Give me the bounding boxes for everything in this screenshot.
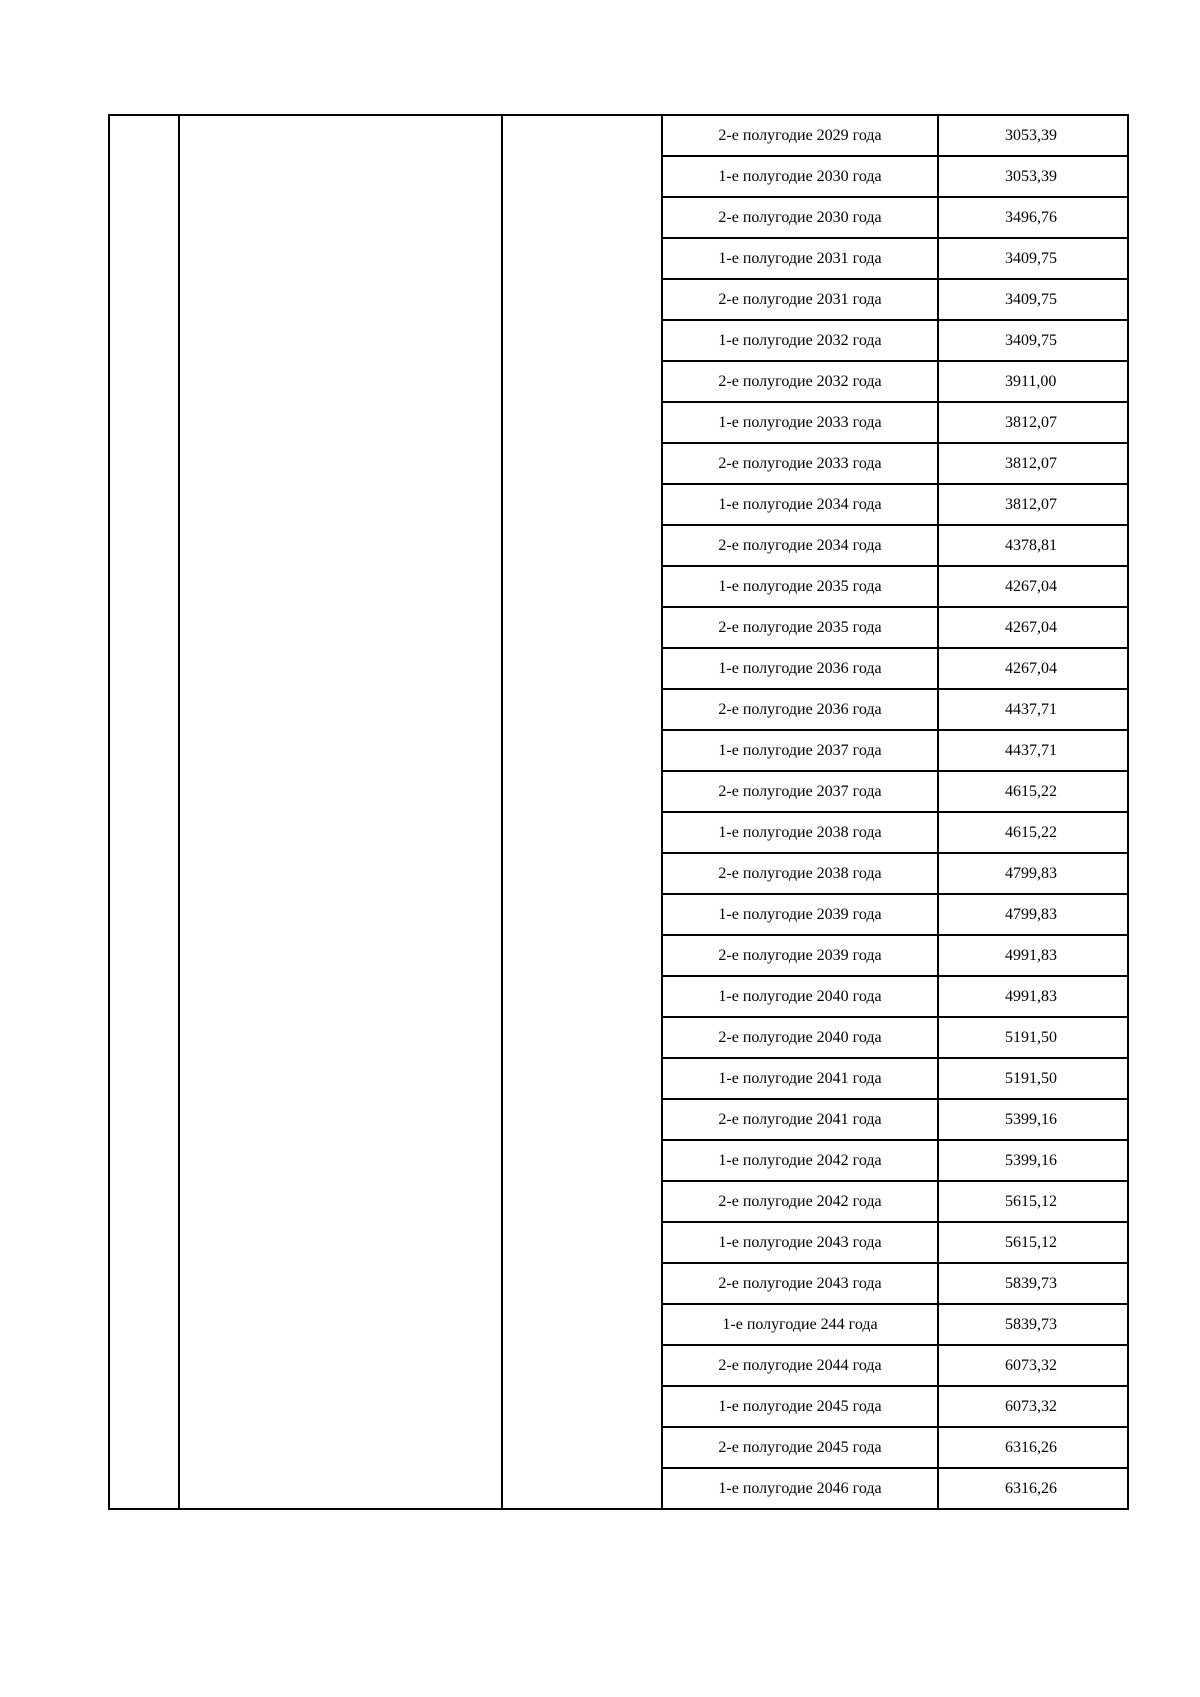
tariff-table xyxy=(108,114,1129,1510)
table-body xyxy=(109,115,1128,1509)
value-cell: 5615,12 xyxy=(938,1222,1128,1263)
period-cell: 2-е полугодие 2033 года xyxy=(662,443,938,484)
period-cell: 1-е полугодие 244 года xyxy=(662,1304,938,1345)
period-cell: 2-е полугодие 2035 года xyxy=(662,607,938,648)
period-cell: 2-е полугодие 2041 года xyxy=(662,1099,938,1140)
period-cell: 2-е полугодие 2042 года xyxy=(662,1181,938,1222)
value-cell: 5191,50 xyxy=(938,1017,1128,1058)
value-cell: 5839,73 xyxy=(938,1263,1128,1304)
period-cell: 2-е полугодие 2030 года xyxy=(662,197,938,238)
value-cell: 4437,71 xyxy=(938,689,1128,730)
value-cell: 5399,16 xyxy=(938,1140,1128,1181)
table-row xyxy=(109,115,1128,156)
period-cell: 1-е полугодие 2037 года xyxy=(662,730,938,771)
period-cell: 1-е полугодие 2034 года xyxy=(662,484,938,525)
value-cell: 3409,75 xyxy=(938,279,1128,320)
value-cell: 6073,32 xyxy=(938,1386,1128,1427)
period-cell: 1-е полугодие 2038 года xyxy=(662,812,938,853)
period-cell: 1-е полугодие 2046 года xyxy=(662,1468,938,1509)
value-cell: 3053,39 xyxy=(938,156,1128,197)
value-cell: 6316,26 xyxy=(938,1468,1128,1509)
value-cell: 5399,16 xyxy=(938,1099,1128,1140)
period-cell: 2-е полугодие 2034 года xyxy=(662,525,938,566)
period-cell: 2-е полугодие 2038 года xyxy=(662,853,938,894)
value-cell: 6316,26 xyxy=(938,1427,1128,1468)
period-cell: 1-е полугодие 2041 года xyxy=(662,1058,938,1099)
period-cell: 1-е полугодие 2036 года xyxy=(662,648,938,689)
value-cell: 4267,04 xyxy=(938,607,1128,648)
value-cell: 3053,39 xyxy=(938,115,1128,156)
value-cell: 3409,75 xyxy=(938,238,1128,279)
value-cell: 4991,83 xyxy=(938,935,1128,976)
value-cell: 4991,83 xyxy=(938,976,1128,1017)
value-cell: 5191,50 xyxy=(938,1058,1128,1099)
period-cell: 2-е полугодие 2031 года xyxy=(662,279,938,320)
period-cell: 2-е полугодие 2044 года xyxy=(662,1345,938,1386)
period-cell: 2-е полугодие 2036 года xyxy=(662,689,938,730)
period-cell: 2-е полугодие 2037 года xyxy=(662,771,938,812)
value-cell: 3812,07 xyxy=(938,402,1128,443)
value-cell: 4378,81 xyxy=(938,525,1128,566)
period-cell: 1-е полугодие 2032 года xyxy=(662,320,938,361)
unit-cell xyxy=(502,115,662,1509)
period-cell: 1-е полугодие 2043 года xyxy=(662,1222,938,1263)
value-cell: 3496,76 xyxy=(938,197,1128,238)
period-cell: 1-е полугодие 2035 года xyxy=(662,566,938,607)
value-cell: 3911,00 xyxy=(938,361,1128,402)
period-cell: 1-е полугодие 2045 года xyxy=(662,1386,938,1427)
period-cell: 2-е полугодие 2040 года xyxy=(662,1017,938,1058)
period-cell: 2-е полугодие 2043 года xyxy=(662,1263,938,1304)
period-cell: 2-е полугодие 2039 года xyxy=(662,935,938,976)
value-cell: 4615,22 xyxy=(938,771,1128,812)
value-cell: 3812,07 xyxy=(938,484,1128,525)
period-cell: 1-е полугодие 2040 года xyxy=(662,976,938,1017)
name-cell xyxy=(179,115,502,1509)
period-cell: 1-е полугодие 2033 года xyxy=(662,402,938,443)
period-cell: 1-е полугодие 2042 года xyxy=(662,1140,938,1181)
value-cell: 5839,73 xyxy=(938,1304,1128,1345)
value-cell: 3409,75 xyxy=(938,320,1128,361)
period-cell: 2-е полугодие 2029 года xyxy=(662,115,938,156)
value-cell: 5615,12 xyxy=(938,1181,1128,1222)
value-cell: 3812,07 xyxy=(938,443,1128,484)
value-cell: 4799,83 xyxy=(938,894,1128,935)
value-cell: 4267,04 xyxy=(938,566,1128,607)
period-cell: 2-е полугодие 2045 года xyxy=(662,1427,938,1468)
value-cell: 4437,71 xyxy=(938,730,1128,771)
number-cell xyxy=(109,115,179,1509)
value-cell: 4615,22 xyxy=(938,812,1128,853)
period-cell: 1-е полугодие 2031 года xyxy=(662,238,938,279)
value-cell: 4799,83 xyxy=(938,853,1128,894)
period-cell: 1-е полугодие 2030 года xyxy=(662,156,938,197)
period-cell: 1-е полугодие 2039 года xyxy=(662,894,938,935)
period-cell: 2-е полугодие 2032 года xyxy=(662,361,938,402)
value-cell: 4267,04 xyxy=(938,648,1128,689)
value-cell: 6073,32 xyxy=(938,1345,1128,1386)
